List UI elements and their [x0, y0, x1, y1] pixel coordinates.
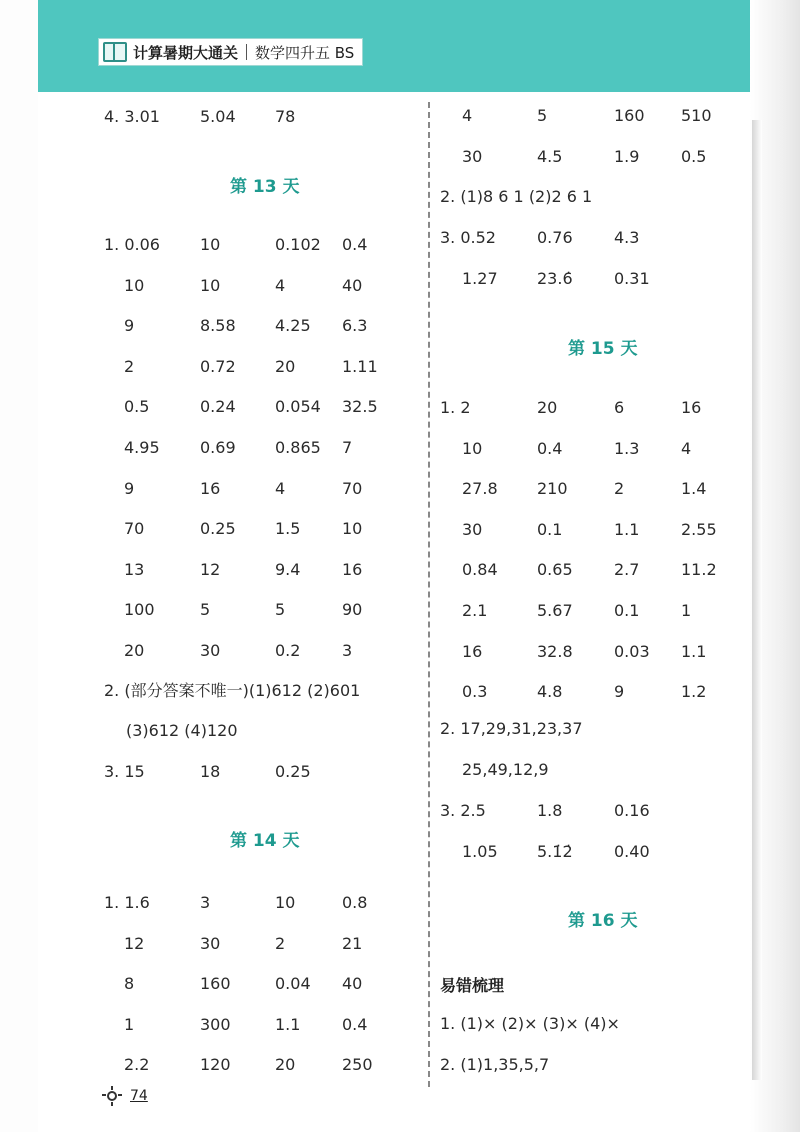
answer-cell: 120	[200, 1055, 231, 1075]
answer-cell: 4.3	[614, 228, 640, 247]
answer-cell: 0.4	[342, 235, 368, 254]
answer-cell: 8.58	[200, 316, 236, 336]
answer-cell: 2.1	[462, 601, 488, 620]
answer-cell: 1.5	[275, 519, 301, 539]
answer-cell: 5	[537, 106, 548, 125]
answer-cell: 0.40	[614, 841, 650, 861]
answer-cell: 0.03	[614, 641, 650, 661]
answer-cell: 9	[614, 682, 625, 702]
answer-cell: 1.1	[614, 519, 640, 539]
answer-cell: 4	[681, 438, 692, 458]
answer-cell: 0.8	[342, 893, 368, 912]
answer-cell: 10	[200, 235, 221, 254]
answer-cell: 20	[124, 641, 145, 660]
answer-cell: 160	[200, 974, 231, 994]
answer-cell: 1.11	[342, 356, 378, 376]
answer-cell: 5.67	[537, 601, 573, 620]
answer-cell: 1	[681, 601, 692, 620]
answer-cell: 0.84	[462, 560, 498, 580]
answer-cell: 0.31	[614, 268, 650, 288]
answer-cell: 7	[342, 438, 353, 457]
answer-cell: 9.4	[275, 559, 301, 579]
answer-cell: 0.865	[275, 438, 321, 457]
answer-cell: 0.3	[462, 682, 488, 702]
answer-line: (3)612 (4)120	[126, 721, 238, 740]
answer-cell: 16	[342, 559, 363, 579]
answer-cell: 0.25	[200, 519, 236, 539]
answer-cell: 4	[275, 275, 286, 295]
answer-cell: 10	[342, 519, 363, 539]
answer-cell: 6	[614, 398, 625, 417]
answer-cell: 12	[200, 559, 221, 579]
answer-cell: 0.76	[537, 228, 573, 247]
answer-cell: 20	[537, 398, 558, 417]
answer-cell: 1.2	[681, 682, 707, 702]
book-header	[98, 38, 363, 66]
answer-cell: 210	[537, 479, 568, 499]
day-13-heading: 第 13 天	[230, 177, 300, 197]
answer-cell: 0.24	[200, 397, 236, 417]
answer-cell: 2.7	[614, 560, 640, 580]
answer-cell: 27.8	[462, 479, 498, 499]
answer-cell: 2	[275, 933, 286, 953]
answer-cell: 1.1	[275, 1014, 301, 1034]
day-15-heading: 第 15 天	[568, 339, 638, 359]
day-16-heading: 第 16 天	[568, 911, 638, 931]
answer-cell: 30	[200, 933, 221, 953]
book-title: 计算暑期大通关	[133, 43, 239, 62]
answer-cell: 5.1̇2̇	[537, 841, 573, 861]
answer-cell: 23.6̇	[537, 268, 573, 288]
answer-cell: 4.95	[124, 438, 160, 457]
answer-cell: 1.9	[614, 146, 640, 166]
answer-cell: 300	[200, 1014, 231, 1034]
answer-cell: 10	[462, 438, 483, 458]
answer-cell: 4	[462, 106, 473, 125]
answer-cell: 1. 2	[440, 398, 471, 417]
answer-cell: 18	[200, 762, 221, 781]
answer-cell: 16	[681, 398, 702, 417]
answer-cell: 0.72	[200, 356, 236, 376]
answer-cell: 0.5	[681, 146, 707, 166]
answer-cell: 2.2	[124, 1055, 150, 1075]
answer-cell: 0.69	[200, 438, 236, 457]
answer-cell: 4. 3.01	[104, 107, 160, 126]
answer-cell: 13	[124, 559, 145, 579]
answer-line: 2. 17,29,31,23,37	[440, 719, 583, 738]
answer-cell: 2.55	[681, 519, 717, 539]
answer-cell: 20	[275, 1055, 296, 1075]
answer-cell: 30	[462, 146, 483, 166]
answer-line: 25,49,12,9	[462, 760, 549, 779]
answer-cell: 1.1	[681, 641, 707, 661]
answer-cell: 0.04	[275, 974, 311, 994]
answer-cell: 2	[614, 479, 625, 499]
answer-cell: 78	[275, 107, 296, 126]
answer-line: 2. (1)1,35,5,7	[440, 1055, 550, 1074]
page-number	[102, 1086, 148, 1106]
answer-cell: 12	[124, 933, 145, 953]
answer-cell: 90	[342, 600, 363, 620]
answer-cell: 1.27	[462, 268, 498, 288]
answer-cell: 3. 2.5	[440, 801, 486, 820]
answer-cell: 21	[342, 933, 363, 953]
answer-cell: 32.5	[342, 397, 378, 417]
answer-cell: 1.3	[614, 438, 640, 458]
answer-cell: 16	[462, 641, 483, 661]
answer-cell: 510	[681, 106, 712, 125]
answer-cell: 40	[342, 974, 363, 994]
book-icon	[103, 42, 127, 62]
answer-cell: 9	[124, 478, 135, 498]
header-separator	[246, 44, 247, 60]
answer-cell: 0.4	[342, 1014, 368, 1034]
answer-cell: 0.102	[275, 235, 321, 254]
answer-cell: 0.25	[275, 762, 311, 781]
answer-cell: 5	[275, 600, 286, 620]
answer-cell: 70	[124, 519, 145, 539]
answer-cell: 3. 15	[104, 762, 145, 781]
answer-cell: 1. 1.6	[104, 893, 150, 912]
answer-cell: 40	[342, 275, 363, 295]
answer-cell: 1.05	[462, 841, 498, 861]
answer-cell: 8	[124, 974, 135, 994]
answer-cell: 30	[200, 641, 221, 660]
answer-cell: 0.5	[124, 397, 150, 417]
answer-cell: 5.04	[200, 107, 236, 126]
answer-cell: 3. 0.52	[440, 228, 496, 247]
answer-cell: 100	[124, 600, 155, 620]
book-subtitle: 数学四升五 BS	[255, 43, 355, 62]
column-divider	[428, 102, 430, 1087]
answer-cell: 0.4	[537, 438, 563, 458]
answer-cell: 1.4	[681, 479, 707, 499]
answer-cell: 160	[614, 106, 645, 125]
answer-cell: 10	[275, 893, 296, 912]
answer-cell: 4.8	[537, 682, 563, 702]
answer-cell: 16	[200, 478, 221, 498]
error-review-title: 易错梳理	[440, 976, 505, 995]
answer-cell: 30	[462, 519, 483, 539]
answer-cell: 9	[124, 316, 135, 336]
answer-cell: 10	[200, 275, 221, 295]
answer-cell: 32.8	[537, 641, 573, 661]
answer-cell: 250	[342, 1055, 373, 1075]
page-number-text: 74	[130, 1088, 148, 1104]
answer-cell: 4.25	[275, 316, 311, 336]
day-14-heading: 第 14 天	[230, 831, 300, 851]
answer-cell: 2	[124, 356, 135, 376]
answer-cell: 0.054	[275, 397, 321, 417]
answer-cell: 0.1	[614, 601, 640, 620]
answer-cell: 1.8	[537, 801, 563, 820]
answer-cell: 0.65	[537, 560, 573, 580]
answer-cell: 70	[342, 478, 363, 498]
answer-line: 1. (1)× (2)× (3)× (4)×	[440, 1014, 620, 1033]
sun-icon	[102, 1086, 122, 1106]
answer-cell: 0.2	[275, 641, 301, 660]
answer-cell: 11.2	[681, 560, 717, 580]
answer-cell: 10	[124, 275, 145, 295]
answer-cell: 20	[275, 356, 296, 376]
answer-cell: 4.5	[537, 146, 563, 166]
answer-cell: 3	[342, 641, 353, 660]
answer-cell: 5	[200, 600, 211, 620]
answer-cell: 0.1	[537, 519, 563, 539]
answer-line: 2. (部分答案不唯一)(1)612 (2)601	[104, 681, 361, 700]
answer-cell: 3	[200, 893, 211, 912]
answer-cell: 1	[124, 1014, 135, 1034]
answer-line: 2. (1)8 6 1 (2)2 6 1	[440, 187, 593, 206]
page-edge	[752, 120, 762, 1080]
answer-cell: 0.16	[614, 801, 650, 820]
answer-cell: 6.3	[342, 316, 368, 336]
answer-cell: 4	[275, 478, 286, 498]
answer-cell: 1. 0.06	[104, 235, 160, 254]
